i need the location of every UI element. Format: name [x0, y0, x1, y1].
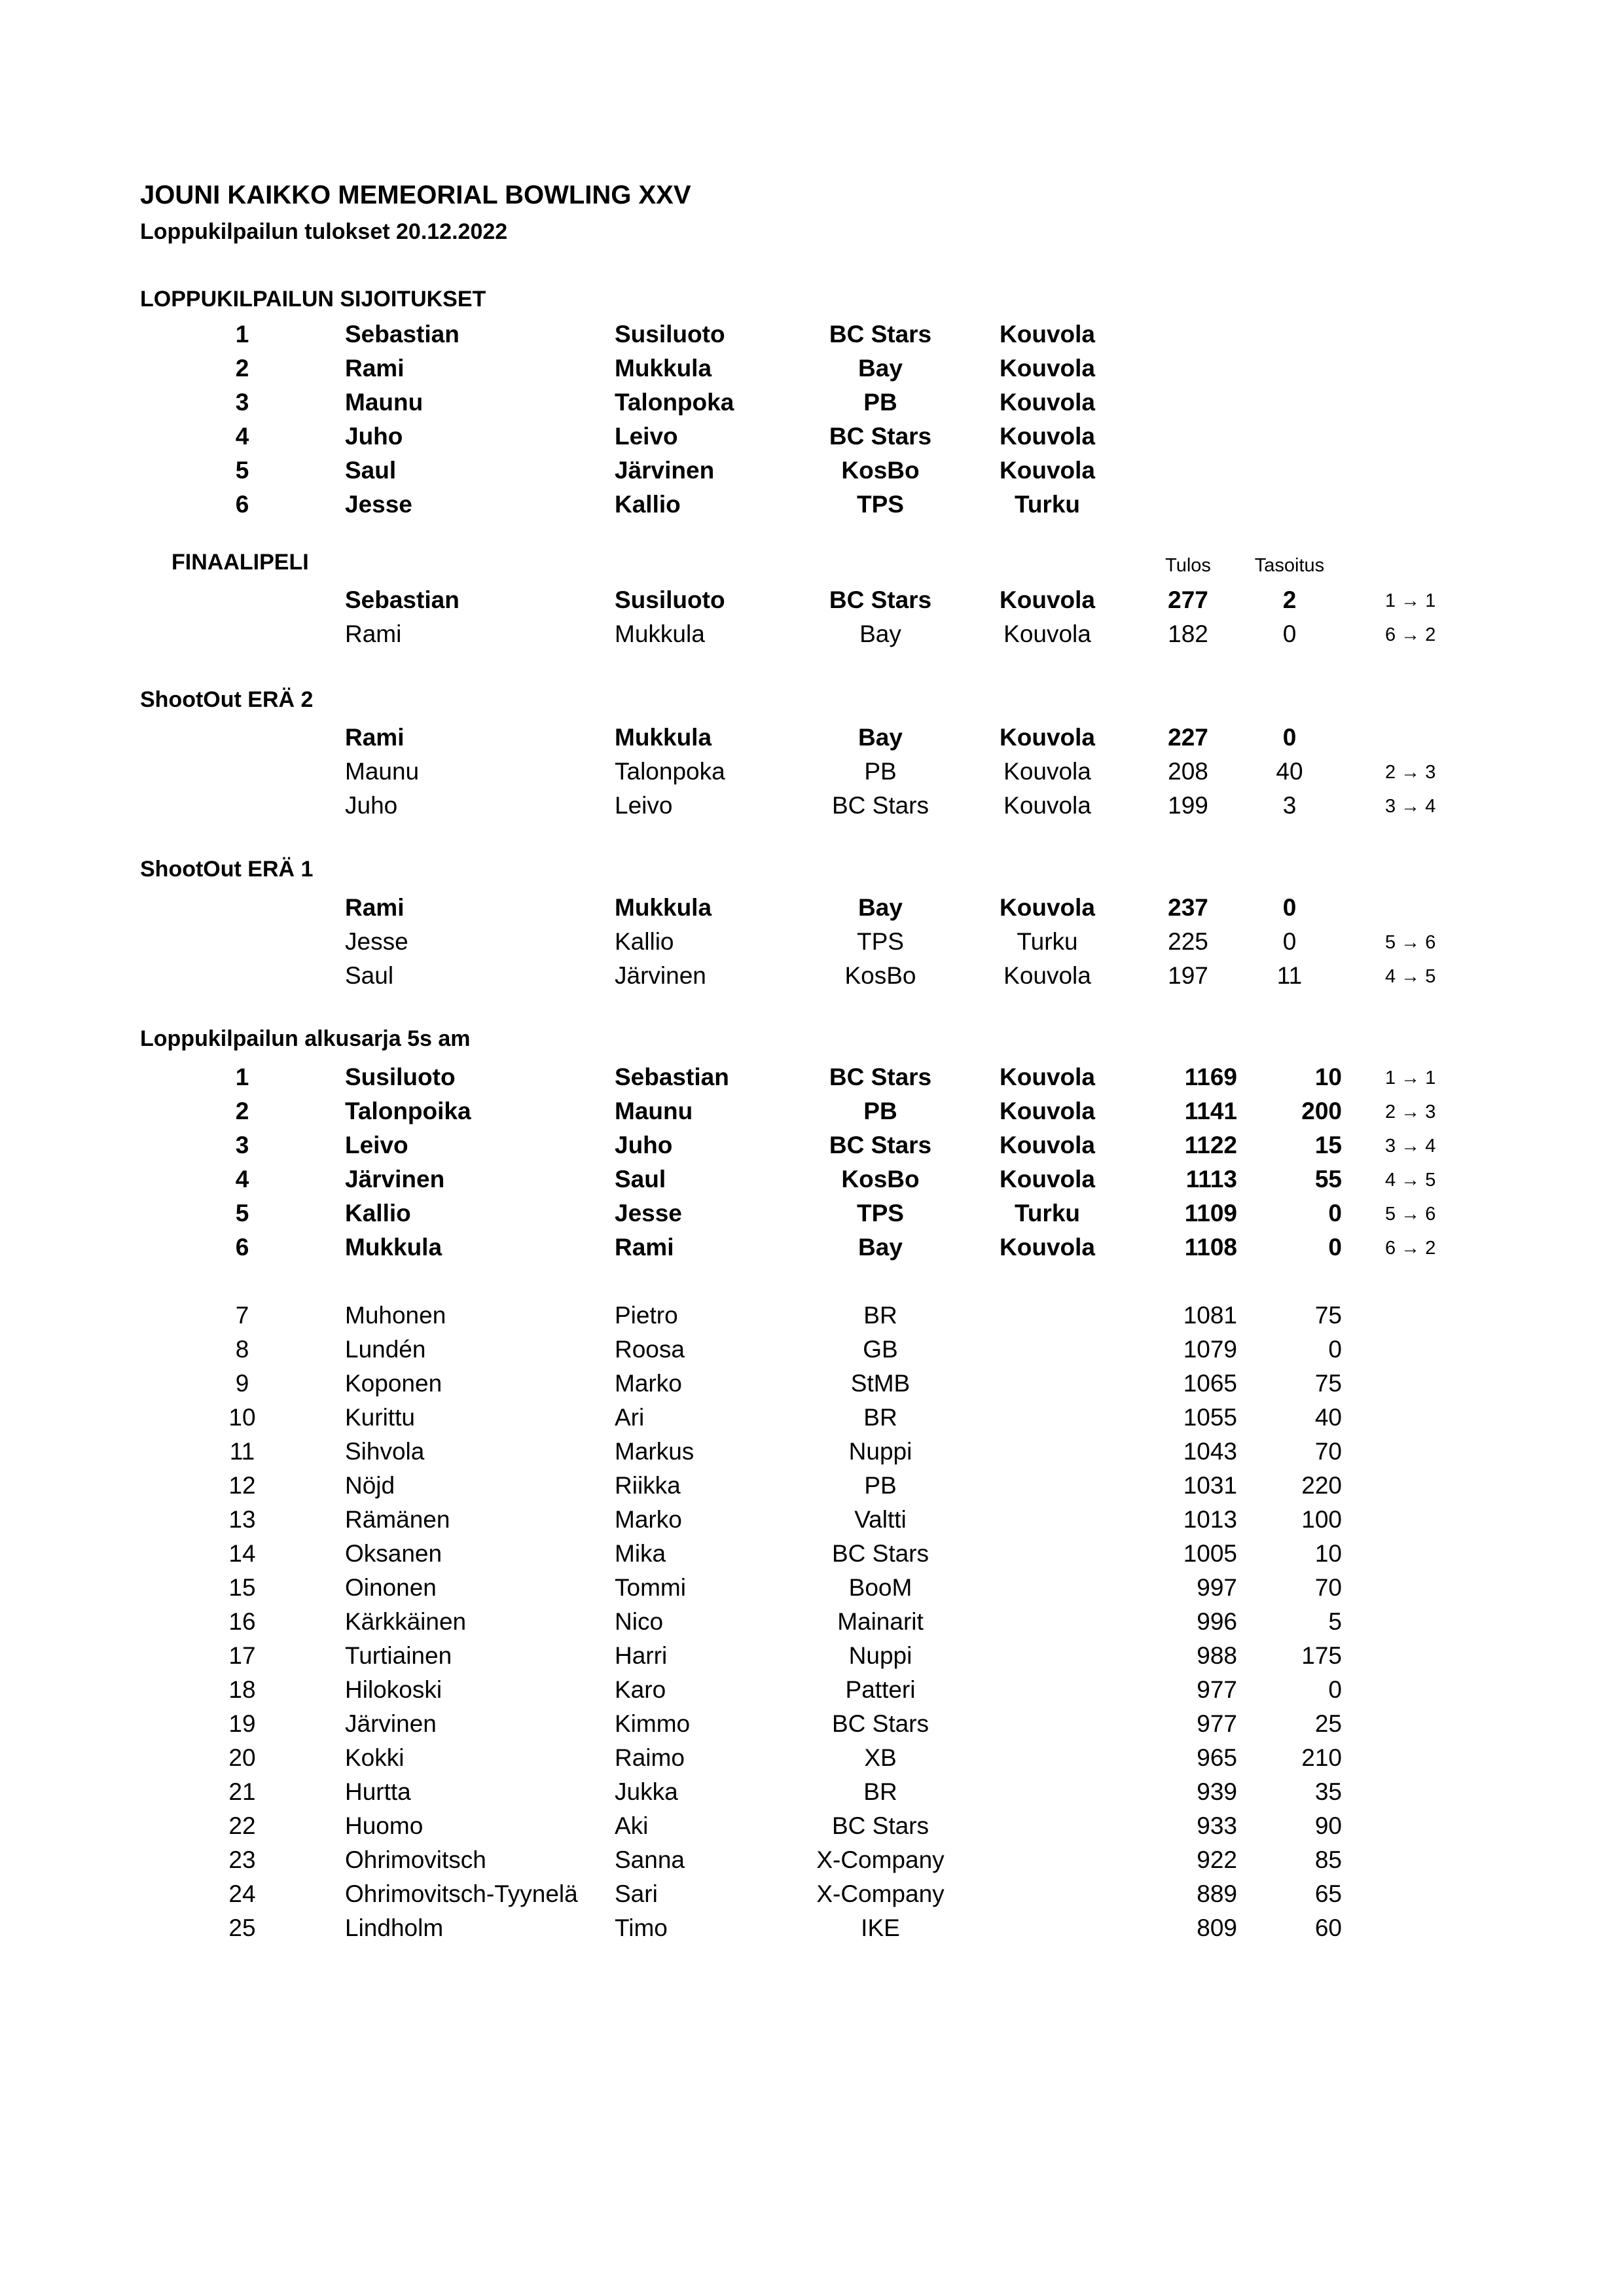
- club: Mainarit: [837, 1608, 924, 1635]
- handicap: 11: [1276, 962, 1303, 989]
- position: 2: [235, 1098, 249, 1124]
- first-name: Harri: [615, 1642, 668, 1669]
- position: 20: [228, 1744, 256, 1771]
- position: 18: [228, 1676, 256, 1703]
- club: Valtti: [854, 1506, 907, 1533]
- score: 277: [1168, 586, 1208, 613]
- last-name: Susiluoto: [615, 586, 725, 613]
- position: 15: [228, 1574, 256, 1601]
- last-name: Leivo: [345, 1132, 408, 1158]
- first-name: Aki: [615, 1812, 649, 1839]
- handicap: 25: [1314, 1710, 1342, 1737]
- placement-row: [0, 390, 1624, 420]
- last-name: Leivo: [615, 792, 673, 819]
- prelim-row: [0, 1371, 1624, 1401]
- handicap: 60: [1314, 1914, 1342, 1941]
- club: TPS: [857, 491, 904, 518]
- position-change: 3 → 4: [1385, 796, 1436, 817]
- club: TPS: [857, 928, 904, 955]
- handicap: 200: [1301, 1098, 1342, 1124]
- last-name: Järvinen: [345, 1710, 437, 1737]
- city: Kouvola: [1000, 389, 1095, 416]
- handicap: 100: [1301, 1506, 1342, 1533]
- handicap: 85: [1314, 1846, 1342, 1873]
- position: 5: [235, 457, 249, 484]
- city: Kouvola: [1003, 758, 1091, 785]
- first-name: Rami: [615, 1234, 674, 1261]
- first-name: Roosa: [615, 1336, 685, 1363]
- club: BC Stars: [831, 1812, 929, 1839]
- score: 1141: [1184, 1098, 1237, 1124]
- game-row: [0, 895, 1624, 925]
- placement-row: [0, 322, 1624, 352]
- first-name: Sari: [615, 1880, 658, 1907]
- handicap: 10: [1314, 1540, 1342, 1567]
- handicap: 65: [1314, 1880, 1342, 1907]
- score: 237: [1168, 894, 1208, 921]
- position: 4: [235, 423, 249, 450]
- position: 13: [228, 1506, 256, 1533]
- score: 1065: [1183, 1370, 1237, 1397]
- prelim-top-row: [0, 1201, 1624, 1231]
- score: 1013: [1183, 1506, 1237, 1533]
- club: PB: [864, 758, 897, 785]
- club: PB: [863, 389, 897, 416]
- club: Bay: [858, 724, 903, 751]
- handicap: 220: [1301, 1472, 1342, 1499]
- first-name: Maunu: [345, 758, 420, 785]
- score: 977: [1197, 1676, 1237, 1703]
- last-name: Ohrimovitsch: [345, 1846, 486, 1873]
- score: 1108: [1184, 1234, 1237, 1261]
- last-name: Rämänen: [345, 1506, 450, 1533]
- prelim-row: [0, 1541, 1624, 1571]
- score: 1169: [1184, 1064, 1237, 1090]
- club: X-Company: [816, 1880, 945, 1907]
- game-row: [0, 759, 1624, 789]
- last-name: Järvinen: [345, 1166, 445, 1193]
- club: Bay: [858, 894, 903, 921]
- tasoitus-column-header: Tasoitus: [1254, 555, 1325, 576]
- last-name: Oksanen: [345, 1540, 442, 1567]
- last-name: Mukkula: [615, 894, 712, 921]
- position: 21: [228, 1778, 256, 1805]
- first-name: Rami: [345, 724, 405, 751]
- prelim-row: [0, 1677, 1624, 1708]
- last-name: Mukkula: [615, 724, 712, 751]
- last-name: Sihvola: [345, 1438, 425, 1465]
- position: 7: [235, 1302, 249, 1329]
- score: 977: [1197, 1710, 1237, 1737]
- club: Bay: [858, 1234, 903, 1261]
- score: 933: [1197, 1812, 1237, 1839]
- prelim-row: [0, 1337, 1624, 1367]
- prelim-top-row: [0, 1099, 1624, 1129]
- position: 6: [235, 491, 249, 518]
- position: 6: [235, 1234, 249, 1261]
- first-name: Sebastian: [345, 586, 460, 613]
- score: 996: [1197, 1608, 1237, 1635]
- handicap: 0: [1282, 724, 1297, 751]
- position: 8: [235, 1336, 249, 1363]
- score: 208: [1168, 758, 1208, 785]
- position: 22: [228, 1812, 256, 1839]
- position: 3: [235, 389, 249, 416]
- prelim-row: [0, 1507, 1624, 1537]
- position: 1: [235, 1064, 249, 1090]
- handicap: 40: [1276, 758, 1303, 785]
- prelim-top-row: [0, 1133, 1624, 1163]
- club: StMB: [850, 1370, 911, 1397]
- last-name: Lundén: [345, 1336, 426, 1363]
- last-name: Kallio: [615, 491, 681, 518]
- club: Nuppi: [848, 1438, 912, 1465]
- club: Nuppi: [848, 1642, 912, 1669]
- first-name: Juho: [345, 792, 398, 819]
- last-name: Kärkkäinen: [345, 1608, 467, 1635]
- score: 197: [1168, 962, 1208, 989]
- score: 939: [1197, 1778, 1237, 1805]
- position-change: 1 → 1: [1385, 1067, 1436, 1088]
- position: 25: [228, 1914, 256, 1941]
- club: BC Stars: [831, 1710, 929, 1737]
- position: 19: [228, 1710, 256, 1737]
- first-name: Nico: [615, 1608, 664, 1635]
- city: Kouvola: [1003, 962, 1091, 989]
- first-name: Maunu: [345, 389, 424, 416]
- handicap: 90: [1314, 1812, 1342, 1839]
- last-name: Oinonen: [345, 1574, 437, 1601]
- club: X-Company: [816, 1846, 945, 1873]
- handicap: 35: [1314, 1778, 1342, 1805]
- handicap: 10: [1314, 1064, 1342, 1090]
- handicap: 0: [1328, 1234, 1342, 1261]
- position: 5: [235, 1200, 249, 1227]
- last-name: Koponen: [345, 1370, 442, 1397]
- first-name: Jesse: [615, 1200, 682, 1227]
- city: Turku: [1017, 928, 1078, 955]
- city: Kouvola: [1000, 1166, 1095, 1193]
- last-name: Hilokoski: [345, 1676, 442, 1703]
- prelim-top-row: [0, 1065, 1624, 1095]
- last-name: Susiluoto: [345, 1064, 456, 1090]
- first-name: Tommi: [615, 1574, 686, 1601]
- shootout2-heading: ShootOut ERÄ 2: [140, 687, 314, 712]
- game-row: [0, 793, 1624, 823]
- last-name: Huomo: [345, 1812, 424, 1839]
- first-name: Rami: [345, 355, 405, 382]
- position-change: 2 → 3: [1385, 1102, 1436, 1122]
- position: 17: [228, 1642, 256, 1669]
- score: 965: [1197, 1744, 1237, 1771]
- score: 988: [1197, 1642, 1237, 1669]
- first-name: Kimmo: [615, 1710, 691, 1737]
- score: 997: [1197, 1574, 1237, 1601]
- position: 14: [228, 1540, 256, 1567]
- prelim-row: [0, 1643, 1624, 1674]
- club: PB: [863, 1098, 897, 1124]
- prelim-row: [0, 1780, 1624, 1810]
- last-name: Kurittu: [345, 1404, 415, 1431]
- prelim-row: [0, 1916, 1624, 1946]
- club: XB: [864, 1744, 897, 1771]
- prelim-row: [0, 1848, 1624, 1878]
- city: Kouvola: [1000, 1064, 1095, 1090]
- first-name: Maunu: [615, 1098, 693, 1124]
- game-row: [0, 588, 1624, 618]
- prelim-row: [0, 1814, 1624, 1844]
- club: GB: [863, 1336, 898, 1363]
- first-name: Jesse: [345, 928, 408, 955]
- first-name: Marko: [615, 1370, 682, 1397]
- first-name: Ari: [615, 1404, 645, 1431]
- handicap: 55: [1314, 1166, 1342, 1193]
- last-name: Nöjd: [345, 1472, 395, 1499]
- last-name: Kallio: [615, 928, 674, 955]
- first-name: Raimo: [615, 1744, 685, 1771]
- club: Bay: [859, 620, 901, 647]
- club: TPS: [857, 1200, 904, 1227]
- last-name: Järvinen: [615, 962, 706, 989]
- city: Kouvola: [1000, 457, 1095, 484]
- last-name: Järvinen: [615, 457, 715, 484]
- position-change: 2 → 3: [1385, 762, 1436, 783]
- position: 1: [235, 321, 249, 348]
- position: 9: [235, 1370, 249, 1397]
- position: 16: [228, 1608, 256, 1635]
- score: 889: [1197, 1880, 1237, 1907]
- position-change: 6 → 2: [1385, 624, 1436, 645]
- prelim-row: [0, 1746, 1624, 1776]
- club: Patteri: [845, 1676, 916, 1703]
- first-name: Juho: [615, 1132, 673, 1158]
- club: BR: [863, 1302, 897, 1329]
- score: 225: [1168, 928, 1208, 955]
- handicap: 70: [1314, 1574, 1342, 1601]
- position-change: 4 → 5: [1385, 966, 1436, 987]
- position-change: 5 → 6: [1385, 932, 1436, 953]
- score: 1043: [1183, 1438, 1237, 1465]
- score: 1079: [1183, 1336, 1237, 1363]
- city: Turku: [1014, 1200, 1081, 1227]
- prelim-top-row: [0, 1235, 1624, 1265]
- score: 922: [1197, 1846, 1237, 1873]
- first-name: Jukka: [615, 1778, 678, 1805]
- club: Bay: [858, 355, 903, 382]
- position: 3: [235, 1132, 249, 1158]
- city: Kouvola: [1000, 586, 1095, 613]
- game-row: [0, 622, 1624, 652]
- city: Kouvola: [1000, 724, 1095, 751]
- last-name: Talonpoika: [345, 1098, 471, 1124]
- handicap: 0: [1282, 620, 1297, 647]
- first-name: Mika: [615, 1540, 666, 1567]
- prelim-row: [0, 1303, 1624, 1333]
- city: Kouvola: [1003, 620, 1091, 647]
- club: BC Stars: [831, 1540, 929, 1567]
- position-change: 3 → 4: [1385, 1136, 1436, 1157]
- last-name: Susiluoto: [615, 321, 725, 348]
- last-name: Mukkula: [345, 1234, 442, 1261]
- first-name: Riikka: [615, 1472, 681, 1499]
- first-name: Sebastian: [345, 321, 460, 348]
- score: 1081: [1183, 1302, 1237, 1329]
- handicap: 0: [1328, 1336, 1342, 1363]
- city: Kouvola: [1000, 321, 1095, 348]
- last-name: Kallio: [345, 1200, 411, 1227]
- first-name: Timo: [615, 1914, 668, 1941]
- handicap: 40: [1314, 1404, 1342, 1431]
- last-name: Mukkula: [615, 355, 712, 382]
- position-change: 6 → 2: [1385, 1238, 1436, 1259]
- position: 12: [228, 1472, 256, 1499]
- city: Kouvola: [1000, 1132, 1095, 1158]
- prelim-row: [0, 1882, 1624, 1912]
- last-name: Talonpoka: [615, 758, 725, 785]
- position-change: 5 → 6: [1385, 1204, 1436, 1225]
- club: PB: [864, 1472, 897, 1499]
- handicap: 210: [1301, 1744, 1342, 1771]
- position-change: 4 → 5: [1385, 1170, 1436, 1191]
- score: 227: [1168, 724, 1208, 751]
- page-title: JOUNI KAIKKO MEMEORIAL BOWLING XXV: [140, 181, 691, 209]
- city: Turku: [1014, 491, 1081, 518]
- handicap: 75: [1314, 1302, 1342, 1329]
- handicap: 0: [1282, 928, 1297, 955]
- page-subtitle: Loppukilpailun tulokset 20.12.2022: [140, 219, 508, 244]
- first-name: Pietro: [615, 1302, 678, 1329]
- club: BC Stars: [829, 586, 932, 613]
- last-name: Kokki: [345, 1744, 405, 1771]
- club: BR: [863, 1404, 897, 1431]
- position: 23: [228, 1846, 256, 1873]
- first-name: Saul: [345, 962, 394, 989]
- tulos-column-header: Tulos: [1165, 555, 1211, 576]
- score: 199: [1168, 792, 1208, 819]
- score: 1055: [1183, 1404, 1237, 1431]
- game-row: [0, 963, 1624, 994]
- placement-row: [0, 356, 1624, 386]
- placement-row: [0, 492, 1624, 522]
- last-name: Hurtta: [345, 1778, 411, 1805]
- prelim-row: [0, 1473, 1624, 1503]
- prelim-row: [0, 1405, 1624, 1435]
- last-name: Ohrimovitsch-Tyynelä: [345, 1880, 578, 1907]
- city: Kouvola: [1000, 355, 1095, 382]
- club: KosBo: [844, 962, 916, 989]
- last-name: Lindholm: [345, 1914, 444, 1941]
- first-name: Marko: [615, 1506, 682, 1533]
- first-name: Juho: [345, 423, 403, 450]
- prelim-row: [0, 1712, 1624, 1742]
- first-name: Karo: [615, 1676, 666, 1703]
- handicap: 175: [1301, 1642, 1342, 1669]
- city: Kouvola: [1000, 1098, 1095, 1124]
- first-name: Rami: [345, 620, 402, 647]
- score: 1005: [1183, 1540, 1237, 1567]
- score: 182: [1168, 620, 1208, 647]
- final-heading: FINAALIPELI: [171, 550, 309, 575]
- prelim-row: [0, 1575, 1624, 1605]
- placement-row: [0, 458, 1624, 488]
- club: IKE: [861, 1914, 900, 1941]
- handicap: 2: [1282, 586, 1297, 613]
- position: 4: [235, 1166, 249, 1193]
- score: 809: [1197, 1914, 1237, 1941]
- handicap: 0: [1328, 1200, 1342, 1227]
- prelim-heading: Loppukilpailun alkusarja 5s am: [140, 1026, 471, 1051]
- position: 24: [228, 1880, 256, 1907]
- city: Kouvola: [1000, 894, 1095, 921]
- prelim-row: [0, 1609, 1624, 1640]
- score: 1031: [1183, 1472, 1237, 1499]
- handicap: 3: [1282, 792, 1297, 819]
- handicap: 15: [1314, 1132, 1342, 1158]
- game-row: [0, 929, 1624, 960]
- last-name: Muhonen: [345, 1302, 446, 1329]
- position-change: 1 → 1: [1385, 590, 1436, 611]
- club: BC Stars: [829, 321, 932, 348]
- club: BC Stars: [829, 423, 932, 450]
- handicap: 75: [1314, 1370, 1342, 1397]
- city: Kouvola: [1003, 792, 1091, 819]
- club: BR: [863, 1778, 897, 1805]
- club: BC Stars: [829, 1064, 932, 1090]
- handicap: 0: [1328, 1676, 1342, 1703]
- score: 1122: [1184, 1132, 1237, 1158]
- score: 1113: [1185, 1166, 1237, 1193]
- first-name: Jesse: [345, 491, 412, 518]
- prelim-top-row: [0, 1167, 1624, 1197]
- club: BooM: [848, 1574, 912, 1601]
- first-name: Markus: [615, 1438, 695, 1465]
- game-row: [0, 725, 1624, 755]
- club: BC Stars: [829, 1132, 932, 1158]
- first-name: Rami: [345, 894, 405, 921]
- last-name: Mukkula: [615, 620, 705, 647]
- position: 2: [235, 355, 249, 382]
- club: KosBo: [841, 457, 920, 484]
- last-name: Talonpoka: [615, 389, 734, 416]
- prelim-row: [0, 1439, 1624, 1469]
- handicap: 5: [1328, 1608, 1342, 1635]
- handicap: 70: [1314, 1438, 1342, 1465]
- club: KosBo: [841, 1166, 920, 1193]
- city: Kouvola: [1000, 1234, 1095, 1261]
- first-name: Saul: [345, 457, 397, 484]
- last-name: Turtiainen: [345, 1642, 452, 1669]
- shootout1-heading: ShootOut ERÄ 1: [140, 857, 314, 882]
- city: Kouvola: [1000, 423, 1095, 450]
- club: BC Stars: [831, 792, 929, 819]
- position: 10: [228, 1404, 256, 1431]
- first-name: Sanna: [615, 1846, 685, 1873]
- first-name: Saul: [615, 1166, 666, 1193]
- first-name: Sebastian: [615, 1064, 729, 1090]
- score: 1109: [1184, 1200, 1237, 1227]
- last-name: Leivo: [615, 423, 678, 450]
- handicap: 0: [1282, 894, 1297, 921]
- position: 11: [229, 1438, 255, 1465]
- placement-row: [0, 424, 1624, 454]
- placements-heading: LOPPUKILPAILUN SIJOITUKSET: [140, 287, 486, 312]
